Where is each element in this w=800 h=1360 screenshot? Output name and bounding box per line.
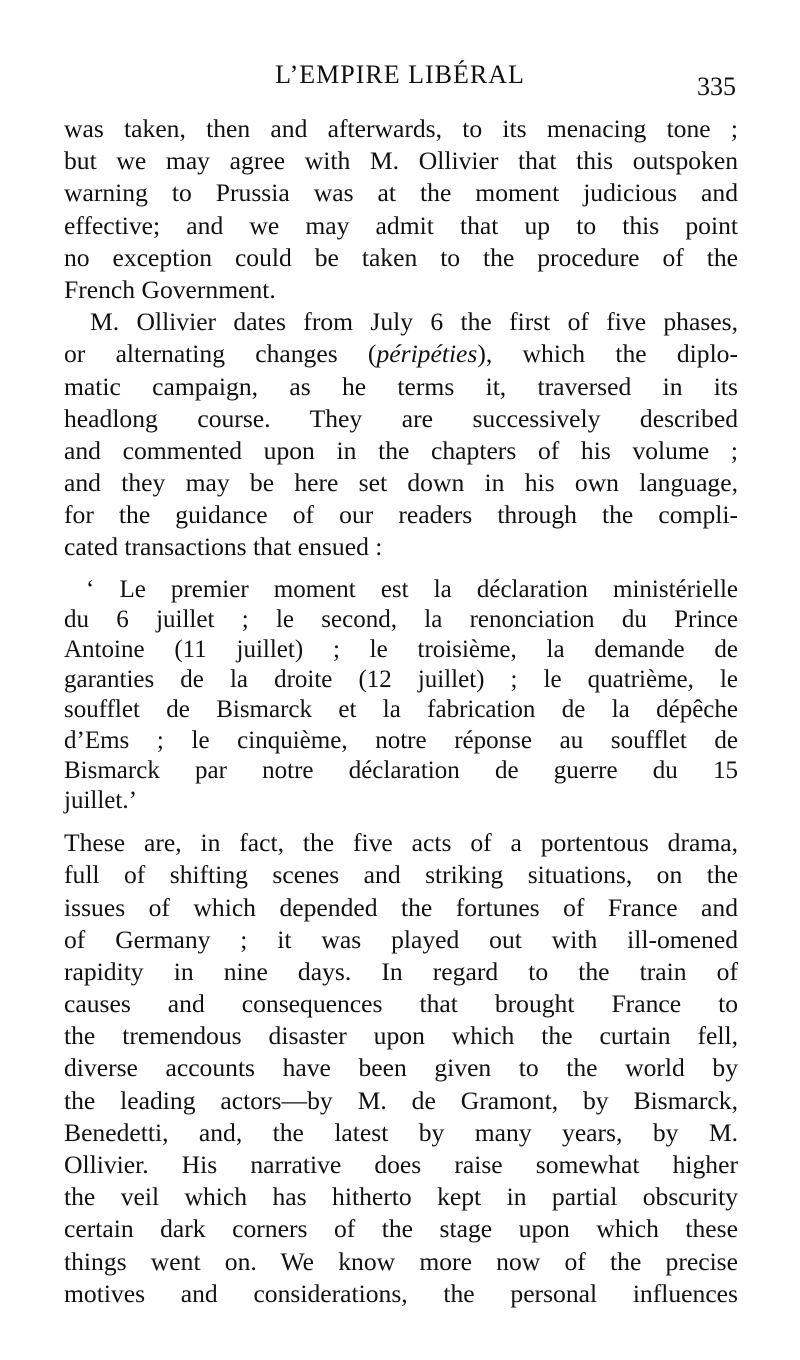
text-line: Ollivier. His narrative does raise somewhat higher	[64, 1150, 738, 1179]
text-line: certain dark corners of the stage upon which these	[64, 1214, 738, 1244]
paragraph-2	[64, 306, 738, 564]
text-line: effective; and we may admit that up to this point	[64, 210, 738, 240]
text-line-with-italic	[64, 338, 738, 370]
text-line: the veil which has hitherto kept in partial obscurity	[64, 1182, 738, 1212]
italic-term: péripéties	[376, 339, 478, 369]
quote-line: ‘ Le premier moment est la déclaration ministérielle	[86, 575, 738, 603]
text-line: no exception could be taken to the procedure of the	[64, 242, 738, 272]
quote-line: Antoine (11 juillet) ; le troisième, la demande de	[64, 636, 738, 663]
text-line: and commented upon in the chapters of his volume ;	[64, 435, 738, 465]
text-line: things went on. We know more now of the precise	[64, 1246, 738, 1276]
running-title: L’EMPIRE LIBÉRAL	[275, 60, 525, 89]
quote-line: soufflet de Bismarck et la fabrication de la dépêche	[64, 696, 738, 724]
quote-line: garanties de la droite (12 juillet) ; le quatrième, le	[64, 666, 738, 694]
text-line: full of shifting scenes and striking situations, on the	[64, 860, 738, 890]
text-line: These are, in fact, the five acts of a portentous drama,	[64, 828, 738, 858]
text-line: and they may be here set down in his own language,	[64, 468, 738, 498]
text-line: French Government.	[64, 274, 276, 304]
text-line: of Germany ; it was played out with ill-omened	[64, 924, 738, 954]
running-header	[62, 60, 738, 100]
text-line: motives and considerations, the personal influences	[64, 1278, 738, 1308]
body-text	[64, 113, 738, 1310]
quote-line: Bismarck par notre déclaration de guerre du 15	[64, 756, 738, 784]
block-quotation	[64, 575, 738, 817]
text-line: causes and consequences that brought France to	[64, 989, 738, 1019]
text-line: the leading actors—by M. de Gramont, by Bismarck,	[64, 1085, 738, 1115]
quote-line: du 6 juillet ; le second, la renonciation du Prince	[64, 605, 738, 633]
text-line: matic campaign, as he terms it, traversed in its	[64, 371, 738, 401]
text-line: warning to Prussia was at the moment judicious and	[64, 178, 738, 208]
text-line: rapidity in nine days. In regard to the train of	[64, 956, 738, 986]
text-run: ), which the diplo-	[477, 339, 738, 369]
text-line: the tremendous disaster upon which the curtain fell,	[64, 1021, 738, 1051]
text-line: diverse accounts have been given to the world by	[64, 1053, 738, 1083]
text-line: headlong course. They are successively described	[64, 403, 738, 433]
text-line: cated transactions that ensued :	[64, 532, 383, 562]
text-line: was taken, then and afterwards, to its menacing tone ;	[64, 114, 738, 143]
paragraph-3	[64, 827, 738, 1310]
quote-line: juillet.’	[64, 786, 137, 814]
text-line: but we may agree with M. Ollivier that this outspoken	[64, 146, 738, 176]
quote-line: d’Ems ; le cinquième, notre réponse au soufflet de	[64, 726, 738, 754]
text-line: issues of which depended the fortunes of France and	[64, 892, 738, 922]
paragraph-1	[64, 113, 738, 306]
text-run: or alternating changes (	[64, 339, 377, 369]
page-number: 335	[697, 72, 736, 101]
text-line: M. Ollivier dates from July 6 the first of five phases,	[90, 307, 738, 337]
text-line: for the guidance of our readers through the compli-	[64, 500, 738, 530]
text-line: Benedetti, and, the latest by many years, by M.	[64, 1117, 738, 1147]
